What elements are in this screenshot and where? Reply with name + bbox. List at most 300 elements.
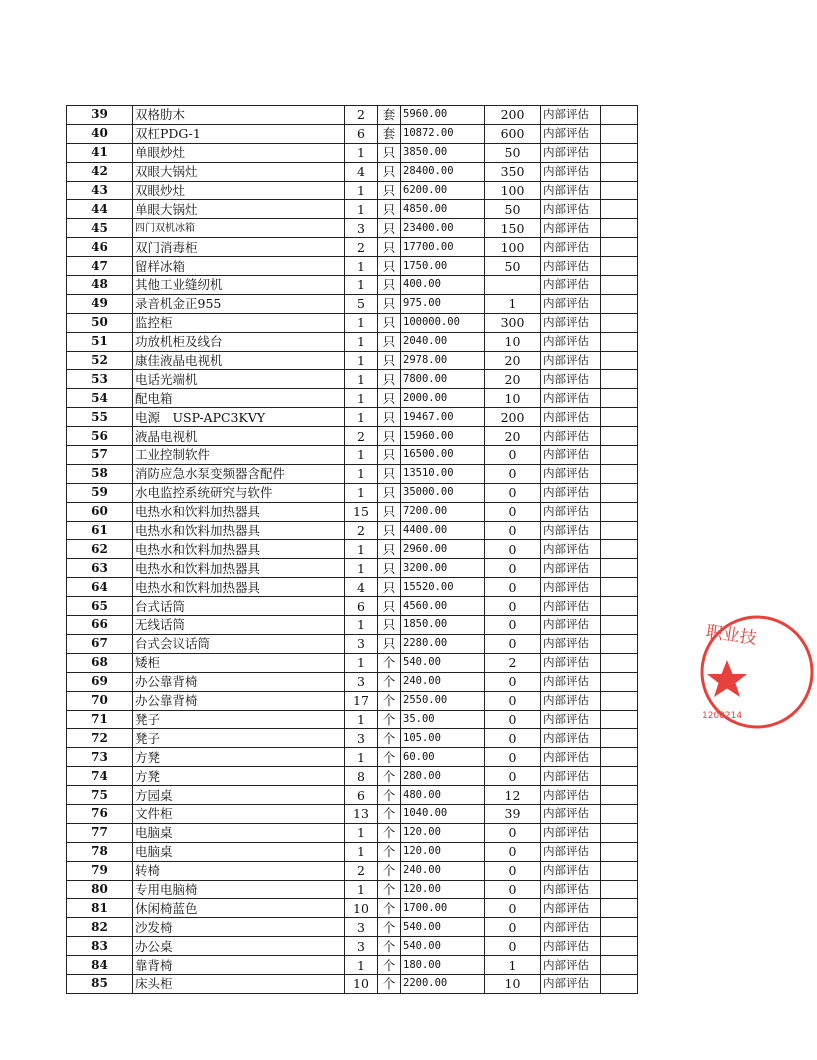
item-quantity: 2 xyxy=(345,427,378,446)
row-number: 84 xyxy=(67,956,133,975)
item-residual-value: 350 xyxy=(485,162,541,181)
item-unit: 个 xyxy=(378,956,401,975)
item-value: 180.00 xyxy=(401,956,485,975)
table-row xyxy=(67,483,638,502)
asset-table-body xyxy=(67,106,638,994)
table-row xyxy=(67,332,638,351)
item-residual-value: 20 xyxy=(485,370,541,389)
blank-cell xyxy=(601,464,638,483)
table-row xyxy=(67,370,638,389)
item-residual-value: 0 xyxy=(485,597,541,616)
row-number: 79 xyxy=(67,861,133,880)
table-row xyxy=(67,767,638,786)
evaluation-method: 内部评估 xyxy=(541,691,601,710)
blank-cell xyxy=(601,124,638,143)
blank-cell xyxy=(601,238,638,257)
item-name: 电热水和饮料加热器具 xyxy=(133,521,345,540)
table-row xyxy=(67,899,638,918)
table-row xyxy=(67,559,638,578)
row-number: 70 xyxy=(67,691,133,710)
item-quantity: 1 xyxy=(345,332,378,351)
item-residual-value: 39 xyxy=(485,804,541,823)
blank-cell xyxy=(601,729,638,748)
item-quantity: 4 xyxy=(345,162,378,181)
row-number: 63 xyxy=(67,559,133,578)
table-row xyxy=(67,861,638,880)
item-name: 凳子 xyxy=(133,710,345,729)
item-quantity: 1 xyxy=(345,446,378,465)
row-number: 45 xyxy=(67,219,133,238)
item-quantity: 1 xyxy=(345,181,378,200)
item-quantity: 5 xyxy=(345,294,378,313)
table-row xyxy=(67,276,638,295)
item-quantity: 1 xyxy=(345,257,378,276)
item-name: 床头柜 xyxy=(133,974,345,993)
item-residual-value: 0 xyxy=(485,861,541,880)
item-quantity: 6 xyxy=(345,786,378,805)
evaluation-method: 内部评估 xyxy=(541,729,601,748)
item-value: 2550.00 xyxy=(401,691,485,710)
item-value: 3850.00 xyxy=(401,143,485,162)
blank-cell xyxy=(601,578,638,597)
item-residual-value: 300 xyxy=(485,313,541,332)
item-quantity: 13 xyxy=(345,804,378,823)
evaluation-method: 内部评估 xyxy=(541,937,601,956)
item-quantity: 3 xyxy=(345,219,378,238)
blank-cell xyxy=(601,408,638,427)
table-row xyxy=(67,427,638,446)
blank-cell xyxy=(601,483,638,502)
item-name: 双眼大锅灶 xyxy=(133,162,345,181)
row-number: 73 xyxy=(67,748,133,767)
item-name: 电热水和饮料加热器具 xyxy=(133,502,345,521)
item-quantity: 3 xyxy=(345,918,378,937)
item-quantity: 10 xyxy=(345,899,378,918)
blank-cell xyxy=(601,842,638,861)
item-value: 400.00 xyxy=(401,276,485,295)
item-unit: 套 xyxy=(378,124,401,143)
item-value: 2960.00 xyxy=(401,540,485,559)
row-number: 75 xyxy=(67,786,133,805)
blank-cell xyxy=(601,597,638,616)
item-quantity: 3 xyxy=(345,634,378,653)
row-number: 67 xyxy=(67,634,133,653)
item-residual-value: 200 xyxy=(485,106,541,125)
item-unit: 只 xyxy=(378,427,401,446)
item-name: 靠背椅 xyxy=(133,956,345,975)
blank-cell xyxy=(601,427,638,446)
blank-cell xyxy=(601,748,638,767)
evaluation-method: 内部评估 xyxy=(541,446,601,465)
table-row xyxy=(67,389,638,408)
item-name: 办公靠背椅 xyxy=(133,691,345,710)
item-quantity: 6 xyxy=(345,124,378,143)
item-residual-value: 0 xyxy=(485,823,541,842)
item-unit: 只 xyxy=(378,332,401,351)
evaluation-method: 内部评估 xyxy=(541,389,601,408)
blank-cell xyxy=(601,974,638,993)
item-quantity: 1 xyxy=(345,559,378,578)
item-unit: 个 xyxy=(378,823,401,842)
row-number: 41 xyxy=(67,143,133,162)
item-name: 电脑桌 xyxy=(133,823,345,842)
row-number: 64 xyxy=(67,578,133,597)
item-residual-value: 100 xyxy=(485,238,541,257)
row-number: 62 xyxy=(67,540,133,559)
blank-cell xyxy=(601,861,638,880)
blank-cell xyxy=(601,653,638,672)
item-unit: 个 xyxy=(378,691,401,710)
item-quantity: 1 xyxy=(345,823,378,842)
evaluation-method: 内部评估 xyxy=(541,200,601,219)
table-row xyxy=(67,502,638,521)
table-row xyxy=(67,710,638,729)
item-quantity: 1 xyxy=(345,710,378,729)
evaluation-method: 内部评估 xyxy=(541,521,601,540)
evaluation-method: 内部评估 xyxy=(541,710,601,729)
row-number: 83 xyxy=(67,937,133,956)
table-row xyxy=(67,181,638,200)
blank-cell xyxy=(601,200,638,219)
item-name: 凳子 xyxy=(133,729,345,748)
item-value: 17700.00 xyxy=(401,238,485,257)
item-name: 办公靠背椅 xyxy=(133,672,345,691)
item-residual-value: 150 xyxy=(485,219,541,238)
item-name: 方凳 xyxy=(133,748,345,767)
item-quantity: 1 xyxy=(345,464,378,483)
item-unit: 只 xyxy=(378,238,401,257)
item-quantity: 3 xyxy=(345,672,378,691)
item-value: 6200.00 xyxy=(401,181,485,200)
item-quantity: 4 xyxy=(345,578,378,597)
evaluation-method: 内部评估 xyxy=(541,823,601,842)
item-residual-value: 0 xyxy=(485,691,541,710)
blank-cell xyxy=(601,313,638,332)
evaluation-method: 内部评估 xyxy=(541,842,601,861)
item-name: 配电箱 xyxy=(133,389,345,408)
item-value: 7800.00 xyxy=(401,370,485,389)
row-number: 56 xyxy=(67,427,133,446)
item-unit: 个 xyxy=(378,918,401,937)
blank-cell xyxy=(601,786,638,805)
table-row xyxy=(67,974,638,993)
asset-table xyxy=(66,105,638,994)
item-unit: 只 xyxy=(378,634,401,653)
evaluation-method: 内部评估 xyxy=(541,238,601,257)
row-number: 74 xyxy=(67,767,133,786)
item-unit: 个 xyxy=(378,767,401,786)
item-value: 4560.00 xyxy=(401,597,485,616)
official-seal xyxy=(697,612,817,732)
item-residual-value: 50 xyxy=(485,257,541,276)
item-name: 监控柜 xyxy=(133,313,345,332)
item-quantity: 17 xyxy=(345,691,378,710)
item-value: 1850.00 xyxy=(401,616,485,635)
item-value: 19467.00 xyxy=(401,408,485,427)
item-value: 13510.00 xyxy=(401,464,485,483)
blank-cell xyxy=(601,672,638,691)
item-unit: 只 xyxy=(378,276,401,295)
blank-cell xyxy=(601,691,638,710)
item-unit: 只 xyxy=(378,313,401,332)
item-residual-value: 0 xyxy=(485,540,541,559)
evaluation-method: 内部评估 xyxy=(541,313,601,332)
table-row xyxy=(67,351,638,370)
evaluation-method: 内部评估 xyxy=(541,181,601,200)
table-row xyxy=(67,238,638,257)
item-value: 7200.00 xyxy=(401,502,485,521)
item-value: 1700.00 xyxy=(401,899,485,918)
item-unit: 个 xyxy=(378,880,401,899)
item-residual-value: 0 xyxy=(485,634,541,653)
blank-cell xyxy=(601,521,638,540)
item-residual-value: 1 xyxy=(485,294,541,313)
item-unit: 只 xyxy=(378,257,401,276)
row-number: 50 xyxy=(67,313,133,332)
item-quantity: 2 xyxy=(345,861,378,880)
evaluation-method: 内部评估 xyxy=(541,219,601,238)
row-number: 39 xyxy=(67,106,133,125)
row-number: 51 xyxy=(67,332,133,351)
row-number: 40 xyxy=(67,124,133,143)
row-number: 52 xyxy=(67,351,133,370)
item-quantity: 2 xyxy=(345,521,378,540)
item-quantity: 6 xyxy=(345,597,378,616)
item-residual-value: 0 xyxy=(485,880,541,899)
item-name: 台式话筒 xyxy=(133,597,345,616)
item-name: 电脑桌 xyxy=(133,842,345,861)
item-value: 23400.00 xyxy=(401,219,485,238)
item-name: 休闲椅蓝色 xyxy=(133,899,345,918)
item-unit: 只 xyxy=(378,370,401,389)
blank-cell xyxy=(601,823,638,842)
evaluation-method: 内部评估 xyxy=(541,559,601,578)
row-number: 57 xyxy=(67,446,133,465)
item-residual-value: 0 xyxy=(485,502,541,521)
item-quantity: 2 xyxy=(345,238,378,257)
item-residual-value: 100 xyxy=(485,181,541,200)
item-name: 单眼大锅灶 xyxy=(133,200,345,219)
table-row xyxy=(67,937,638,956)
item-name: 双眼炒灶 xyxy=(133,181,345,200)
item-unit: 只 xyxy=(378,483,401,502)
item-value: 1040.00 xyxy=(401,804,485,823)
table-row xyxy=(67,823,638,842)
evaluation-method: 内部评估 xyxy=(541,748,601,767)
evaluation-method: 内部评估 xyxy=(541,880,601,899)
item-residual-value: 200 xyxy=(485,408,541,427)
evaluation-method: 内部评估 xyxy=(541,767,601,786)
item-value: 480.00 xyxy=(401,786,485,805)
evaluation-method: 内部评估 xyxy=(541,653,601,672)
row-number: 60 xyxy=(67,502,133,521)
table-row xyxy=(67,616,638,635)
item-unit: 只 xyxy=(378,578,401,597)
item-unit: 个 xyxy=(378,672,401,691)
item-value: 975.00 xyxy=(401,294,485,313)
item-quantity: 1 xyxy=(345,483,378,502)
item-value: 2000.00 xyxy=(401,389,485,408)
evaluation-method: 内部评估 xyxy=(541,974,601,993)
item-name: 电源 USP-APC3KVY xyxy=(133,408,345,427)
table-row xyxy=(67,521,638,540)
item-name: 方凳 xyxy=(133,767,345,786)
item-residual-value: 0 xyxy=(485,767,541,786)
row-number: 61 xyxy=(67,521,133,540)
item-value: 2040.00 xyxy=(401,332,485,351)
table-row xyxy=(67,143,638,162)
table-row xyxy=(67,408,638,427)
item-value: 120.00 xyxy=(401,880,485,899)
item-residual-value: 0 xyxy=(485,521,541,540)
table-row xyxy=(67,540,638,559)
item-unit: 只 xyxy=(378,219,401,238)
item-unit: 只 xyxy=(378,464,401,483)
evaluation-method: 内部评估 xyxy=(541,616,601,635)
item-unit: 个 xyxy=(378,937,401,956)
evaluation-method: 内部评估 xyxy=(541,106,601,125)
item-value: 105.00 xyxy=(401,729,485,748)
evaluation-method: 内部评估 xyxy=(541,294,601,313)
table-row xyxy=(67,219,638,238)
row-number: 55 xyxy=(67,408,133,427)
evaluation-method: 内部评估 xyxy=(541,124,601,143)
item-quantity: 1 xyxy=(345,276,378,295)
item-name: 转椅 xyxy=(133,861,345,880)
table-row xyxy=(67,313,638,332)
item-residual-value: 1 xyxy=(485,956,541,975)
evaluation-method: 内部评估 xyxy=(541,257,601,276)
item-name: 专用电脑椅 xyxy=(133,880,345,899)
blank-cell xyxy=(601,181,638,200)
item-residual-value: 50 xyxy=(485,200,541,219)
blank-cell xyxy=(601,804,638,823)
evaluation-method: 内部评估 xyxy=(541,162,601,181)
item-quantity: 10 xyxy=(345,974,378,993)
item-name: 电热水和饮料加热器具 xyxy=(133,578,345,597)
item-name: 单眼炒灶 xyxy=(133,143,345,162)
row-number: 69 xyxy=(67,672,133,691)
table-row xyxy=(67,446,638,465)
item-unit: 个 xyxy=(378,804,401,823)
item-quantity: 1 xyxy=(345,370,378,389)
item-residual-value: 0 xyxy=(485,616,541,635)
item-value: 100000.00 xyxy=(401,313,485,332)
evaluation-method: 内部评估 xyxy=(541,918,601,937)
blank-cell xyxy=(601,918,638,937)
row-number: 81 xyxy=(67,899,133,918)
table-row xyxy=(67,804,638,823)
row-number: 80 xyxy=(67,880,133,899)
item-value: 540.00 xyxy=(401,937,485,956)
item-residual-value: 0 xyxy=(485,748,541,767)
item-unit: 只 xyxy=(378,162,401,181)
item-quantity: 1 xyxy=(345,143,378,162)
evaluation-method: 内部评估 xyxy=(541,634,601,653)
item-unit: 个 xyxy=(378,861,401,880)
blank-cell xyxy=(601,351,638,370)
item-value: 4400.00 xyxy=(401,521,485,540)
item-quantity: 1 xyxy=(345,389,378,408)
item-name: 消防应急水泵变频器含配件 xyxy=(133,464,345,483)
item-quantity: 1 xyxy=(345,653,378,672)
item-residual-value: 0 xyxy=(485,918,541,937)
seal-text-top: 职业技 xyxy=(704,622,758,649)
blank-cell xyxy=(601,389,638,408)
item-quantity: 1 xyxy=(345,351,378,370)
evaluation-method: 内部评估 xyxy=(541,540,601,559)
item-name: 功放机柜及线台 xyxy=(133,332,345,351)
item-unit: 只 xyxy=(378,559,401,578)
blank-cell xyxy=(601,143,638,162)
table-row xyxy=(67,786,638,805)
blank-cell xyxy=(601,634,638,653)
item-residual-value: 2 xyxy=(485,653,541,672)
blank-cell xyxy=(601,257,638,276)
item-name: 工业控制软件 xyxy=(133,446,345,465)
item-unit: 只 xyxy=(378,597,401,616)
item-residual-value: 0 xyxy=(485,446,541,465)
blank-cell xyxy=(601,162,638,181)
blank-cell xyxy=(601,540,638,559)
evaluation-method: 内部评估 xyxy=(541,502,601,521)
evaluation-method: 内部评估 xyxy=(541,332,601,351)
row-number: 85 xyxy=(67,974,133,993)
evaluation-method: 内部评估 xyxy=(541,464,601,483)
item-value: 28400.00 xyxy=(401,162,485,181)
item-unit: 套 xyxy=(378,106,401,125)
item-residual-value: 0 xyxy=(485,842,541,861)
item-quantity: 1 xyxy=(345,540,378,559)
item-quantity: 15 xyxy=(345,502,378,521)
table-row xyxy=(67,729,638,748)
item-value: 2978.00 xyxy=(401,351,485,370)
table-row xyxy=(67,200,638,219)
evaluation-method: 内部评估 xyxy=(541,408,601,427)
item-value: 15520.00 xyxy=(401,578,485,597)
item-unit: 只 xyxy=(378,616,401,635)
item-quantity: 1 xyxy=(345,408,378,427)
item-value: 16500.00 xyxy=(401,446,485,465)
item-name: 双杠PDG-1 xyxy=(133,124,345,143)
table-row xyxy=(67,162,638,181)
table-row xyxy=(67,634,638,653)
item-name: 电话光端机 xyxy=(133,370,345,389)
item-unit: 个 xyxy=(378,710,401,729)
row-number: 76 xyxy=(67,804,133,823)
item-value: 120.00 xyxy=(401,842,485,861)
item-residual-value: 0 xyxy=(485,729,541,748)
blank-cell xyxy=(601,446,638,465)
item-residual-value: 0 xyxy=(485,899,541,918)
item-name: 其他工业缝纫机 xyxy=(133,276,345,295)
item-name: 文件柜 xyxy=(133,804,345,823)
row-number: 48 xyxy=(67,276,133,295)
row-number: 47 xyxy=(67,257,133,276)
table-row xyxy=(67,464,638,483)
item-unit: 只 xyxy=(378,351,401,370)
star-icon xyxy=(707,660,747,697)
item-unit: 只 xyxy=(378,200,401,219)
item-value: 15960.00 xyxy=(401,427,485,446)
item-residual-value: 0 xyxy=(485,578,541,597)
item-residual-value: 600 xyxy=(485,124,541,143)
table-row xyxy=(67,842,638,861)
row-number: 44 xyxy=(67,200,133,219)
item-quantity: 8 xyxy=(345,767,378,786)
item-name: 台式会议话筒 xyxy=(133,634,345,653)
row-number: 58 xyxy=(67,464,133,483)
